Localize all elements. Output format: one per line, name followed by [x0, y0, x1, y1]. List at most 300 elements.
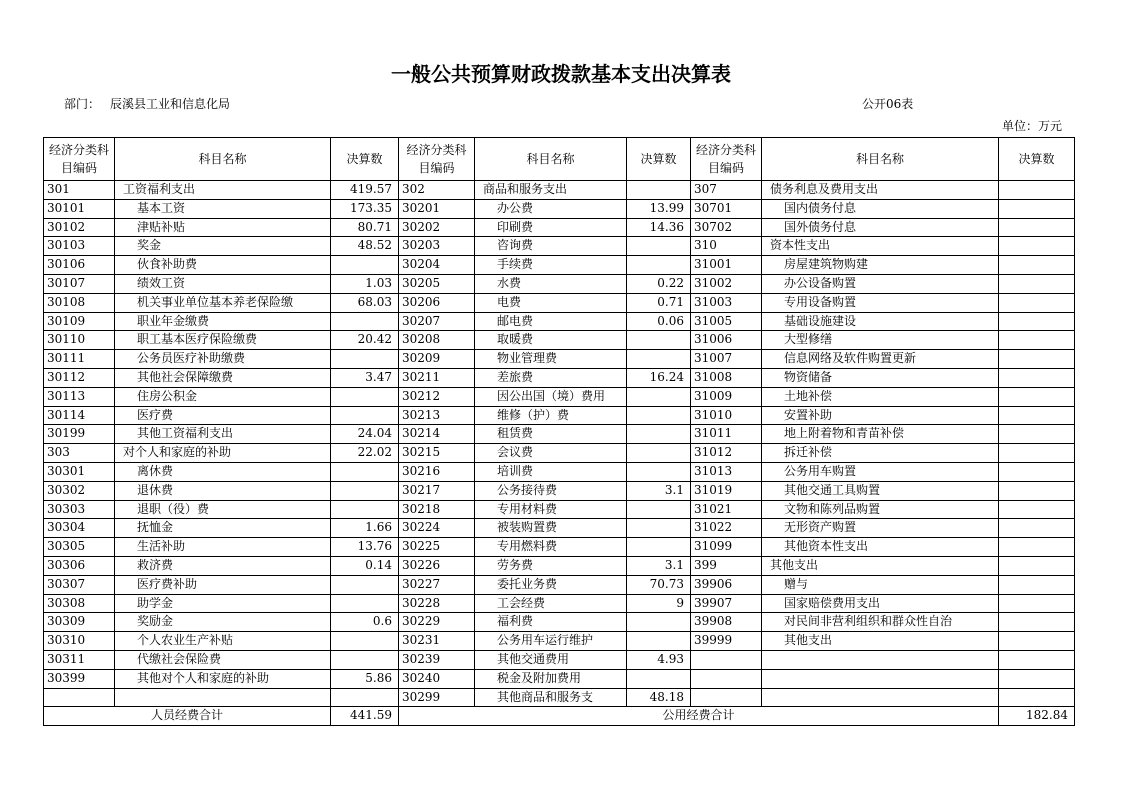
- code-cell: 30309: [44, 613, 115, 632]
- amount-cell: [999, 613, 1075, 632]
- amount-cell: [627, 425, 691, 444]
- name-cell: 文物和陈列品购置: [762, 500, 999, 519]
- amount-cell: 9: [627, 594, 691, 613]
- amount-cell: [331, 632, 399, 651]
- code-cell: 30207: [399, 312, 475, 331]
- name-cell: 土地补偿: [762, 387, 999, 406]
- amount-cell: [331, 650, 399, 669]
- name-cell: 其他支出: [762, 556, 999, 575]
- code-cell: 30231: [399, 632, 475, 651]
- name-cell: 医疗费补助: [115, 575, 331, 594]
- name-cell: 维修（护）费: [475, 406, 627, 425]
- name-cell: 税金及附加费用: [475, 669, 627, 688]
- code-cell: 30108: [44, 293, 115, 312]
- name-cell: 津贴补贴: [115, 218, 331, 237]
- code-cell: 30202: [399, 218, 475, 237]
- name-cell: 商品和服务支出: [475, 181, 627, 200]
- amount-cell: [999, 481, 1075, 500]
- table-row: [44, 331, 1075, 350]
- code-cell: 39999: [691, 632, 762, 651]
- amount-cell: 22.02: [331, 444, 399, 463]
- name-cell: 公务员医疗补助缴费: [115, 350, 331, 369]
- amount-cell: [331, 387, 399, 406]
- name-cell: 信息网络及软件购置更新: [762, 350, 999, 369]
- table-row: [44, 556, 1075, 575]
- name-cell: 生活补助: [115, 538, 331, 557]
- table-row: [44, 462, 1075, 481]
- name-cell: 公务用车运行维护: [475, 632, 627, 651]
- code-cell: 30702: [691, 218, 762, 237]
- code-cell: 30226: [399, 556, 475, 575]
- amount-cell: [999, 462, 1075, 481]
- code-cell: 30215: [399, 444, 475, 463]
- amount-cell: [627, 350, 691, 369]
- amount-cell: 0.06: [627, 312, 691, 331]
- code-cell: 310: [691, 237, 762, 256]
- personnel-total-label: 人员经费合计: [44, 707, 331, 726]
- header-amount: 决算数: [331, 138, 399, 181]
- name-cell: 对个人和家庭的补助: [115, 444, 331, 463]
- amount-cell: [999, 500, 1075, 519]
- name-cell: 其他工资福利支出: [115, 425, 331, 444]
- code-cell: 30303: [44, 500, 115, 519]
- amount-cell: [331, 688, 399, 707]
- amount-cell: [331, 256, 399, 275]
- name-cell: 劳务费: [475, 556, 627, 575]
- name-cell: 国家赔偿费用支出: [762, 594, 999, 613]
- amount-cell: [999, 199, 1075, 218]
- amount-cell: [331, 350, 399, 369]
- table-row: [44, 387, 1075, 406]
- name-cell: 住房公积金: [115, 387, 331, 406]
- code-cell: 30101: [44, 199, 115, 218]
- code-cell: [691, 688, 762, 707]
- name-cell: 其他对个人和家庭的补助: [115, 669, 331, 688]
- code-cell: 30201: [399, 199, 475, 218]
- header-name: 科目名称: [475, 138, 627, 181]
- header-code: 经济分类科目编码: [44, 138, 115, 181]
- code-cell: 30106: [44, 256, 115, 275]
- code-cell: 31005: [691, 312, 762, 331]
- name-cell: 抚恤金: [115, 519, 331, 538]
- code-cell: 399: [691, 556, 762, 575]
- name-cell: 工资福利支出: [115, 181, 331, 200]
- public-total-label: 公用经费合计: [399, 707, 999, 726]
- name-cell: 水费: [475, 274, 627, 293]
- amount-cell: [627, 462, 691, 481]
- table-row: [44, 425, 1075, 444]
- amount-cell: 16.24: [627, 368, 691, 387]
- code-cell: 31019: [691, 481, 762, 500]
- amount-cell: [999, 218, 1075, 237]
- amount-cell: 4.93: [627, 650, 691, 669]
- code-cell: 30225: [399, 538, 475, 557]
- name-cell: 机关事业单位基本养老保险缴: [115, 293, 331, 312]
- name-cell: 公务接待费: [475, 481, 627, 500]
- code-cell: [44, 688, 115, 707]
- code-cell: 30206: [399, 293, 475, 312]
- name-cell: 拆迁补偿: [762, 444, 999, 463]
- code-cell: 30212: [399, 387, 475, 406]
- table-row: [44, 538, 1075, 557]
- name-cell: 差旅费: [475, 368, 627, 387]
- amount-cell: [627, 669, 691, 688]
- code-cell: 30214: [399, 425, 475, 444]
- code-cell: 30205: [399, 274, 475, 293]
- name-cell: 因公出国（境）费用: [475, 387, 627, 406]
- code-cell: 30111: [44, 350, 115, 369]
- code-cell: 30240: [399, 669, 475, 688]
- name-cell: [115, 688, 331, 707]
- amount-cell: [999, 293, 1075, 312]
- name-cell: 债务利息及费用支出: [762, 181, 999, 200]
- code-cell: 30103: [44, 237, 115, 256]
- name-cell: 租赁费: [475, 425, 627, 444]
- name-cell: 专用材料费: [475, 500, 627, 519]
- code-cell: 30229: [399, 613, 475, 632]
- code-cell: 30216: [399, 462, 475, 481]
- name-cell: 奖金: [115, 237, 331, 256]
- department-line: [64, 95, 240, 112]
- name-cell: 医疗费: [115, 406, 331, 425]
- code-cell: 30228: [399, 594, 475, 613]
- code-cell: 30301: [44, 462, 115, 481]
- code-cell: 30227: [399, 575, 475, 594]
- amount-cell: [627, 256, 691, 275]
- amount-cell: [627, 387, 691, 406]
- header-name: 科目名称: [762, 138, 999, 181]
- amount-cell: 0.71: [627, 293, 691, 312]
- name-cell: 国外债务付息: [762, 218, 999, 237]
- amount-cell: 1.66: [331, 519, 399, 538]
- header-name: 科目名称: [115, 138, 331, 181]
- name-cell: 安置补助: [762, 406, 999, 425]
- code-cell: 30102: [44, 218, 115, 237]
- amount-cell: 13.76: [331, 538, 399, 557]
- name-cell: 大型修缮: [762, 331, 999, 350]
- table-row: [44, 444, 1075, 463]
- code-cell: 30112: [44, 368, 115, 387]
- amount-cell: [627, 613, 691, 632]
- code-cell: 30306: [44, 556, 115, 575]
- code-cell: 303: [44, 444, 115, 463]
- unit-label: 单位：万元: [1002, 119, 1063, 133]
- amount-cell: [999, 425, 1075, 444]
- code-cell: 30311: [44, 650, 115, 669]
- code-cell: 31008: [691, 368, 762, 387]
- code-cell: 30213: [399, 406, 475, 425]
- code-cell: 30109: [44, 312, 115, 331]
- amount-cell: 0.6: [331, 613, 399, 632]
- amount-cell: 0.14: [331, 556, 399, 575]
- table-row: [44, 575, 1075, 594]
- name-cell: 房屋建筑物购建: [762, 256, 999, 275]
- table-row: [44, 368, 1075, 387]
- name-cell: [762, 688, 999, 707]
- amount-cell: [331, 481, 399, 500]
- code-cell: 30203: [399, 237, 475, 256]
- code-cell: 30217: [399, 481, 475, 500]
- name-cell: 奖励金: [115, 613, 331, 632]
- table-row: [44, 613, 1075, 632]
- code-cell: 31013: [691, 462, 762, 481]
- name-cell: 委托业务费: [475, 575, 627, 594]
- code-cell: 30307: [44, 575, 115, 594]
- code-cell: 31011: [691, 425, 762, 444]
- name-cell: 个人农业生产补贴: [115, 632, 331, 651]
- table-row: [44, 350, 1075, 369]
- amount-cell: [999, 181, 1075, 200]
- amount-cell: [999, 669, 1075, 688]
- amount-cell: 48.52: [331, 237, 399, 256]
- name-cell: 助学金: [115, 594, 331, 613]
- table-row: [44, 632, 1075, 651]
- amount-cell: [331, 594, 399, 613]
- code-cell: 30305: [44, 538, 115, 557]
- code-cell: 31010: [691, 406, 762, 425]
- amount-cell: [331, 575, 399, 594]
- amount-cell: [627, 406, 691, 425]
- table-row: [44, 406, 1075, 425]
- code-cell: 30218: [399, 500, 475, 519]
- table-row: [44, 650, 1075, 669]
- amount-cell: 14.36: [627, 218, 691, 237]
- table-row: [44, 519, 1075, 538]
- amount-cell: [331, 500, 399, 519]
- name-cell: 其他交通费用: [475, 650, 627, 669]
- amount-cell: [627, 519, 691, 538]
- amount-cell: 3.1: [627, 481, 691, 500]
- code-cell: 30204: [399, 256, 475, 275]
- amount-cell: 3.47: [331, 368, 399, 387]
- code-cell: 30208: [399, 331, 475, 350]
- code-cell: 301: [44, 181, 115, 200]
- amount-cell: [627, 632, 691, 651]
- table-row: [44, 293, 1075, 312]
- name-cell: 手续费: [475, 256, 627, 275]
- name-cell: 其他商品和服务支: [475, 688, 627, 707]
- code-cell: 30239: [399, 650, 475, 669]
- form-number: 公开06表: [862, 97, 914, 111]
- name-cell: 资本性支出: [762, 237, 999, 256]
- department-name: 辰溪县工业和信息化局: [110, 97, 231, 111]
- code-cell: 31006: [691, 331, 762, 350]
- amount-cell: [999, 688, 1075, 707]
- expenditure-table: [43, 137, 1075, 726]
- name-cell: 代缴社会保险费: [115, 650, 331, 669]
- amount-cell: 419.57: [331, 181, 399, 200]
- name-cell: 离休费: [115, 462, 331, 481]
- name-cell: 其他资本性支出: [762, 538, 999, 557]
- amount-cell: [999, 594, 1075, 613]
- code-cell: 31002: [691, 274, 762, 293]
- amount-cell: [999, 331, 1075, 350]
- amount-cell: 1.03: [331, 274, 399, 293]
- amount-cell: [999, 650, 1075, 669]
- code-cell: [691, 650, 762, 669]
- code-cell: 39908: [691, 613, 762, 632]
- code-cell: 30299: [399, 688, 475, 707]
- amount-cell: [999, 387, 1075, 406]
- department-label: 部门：: [64, 97, 101, 111]
- amount-cell: 20.42: [331, 331, 399, 350]
- amount-cell: [627, 237, 691, 256]
- code-cell: 31012: [691, 444, 762, 463]
- code-cell: 30113: [44, 387, 115, 406]
- personnel-total-amount: 441.59: [331, 707, 399, 726]
- amount-cell: 68.03: [331, 293, 399, 312]
- amount-cell: 48.18: [627, 688, 691, 707]
- code-cell: 30211: [399, 368, 475, 387]
- amount-cell: [999, 368, 1075, 387]
- code-cell: 30209: [399, 350, 475, 369]
- name-cell: 电费: [475, 293, 627, 312]
- amount-cell: [627, 500, 691, 519]
- code-cell: 31099: [691, 538, 762, 557]
- amount-cell: [999, 632, 1075, 651]
- header-code: 经济分类科目编码: [399, 138, 475, 181]
- name-cell: 对民间非营利组织和群众性自治: [762, 613, 999, 632]
- table-row: [44, 688, 1075, 707]
- amount-cell: 24.04: [331, 425, 399, 444]
- code-cell: [691, 669, 762, 688]
- table-row: [44, 256, 1075, 275]
- code-cell: 30302: [44, 481, 115, 500]
- name-cell: 职工基本医疗保险缴费: [115, 331, 331, 350]
- code-cell: 31009: [691, 387, 762, 406]
- amount-cell: 173.35: [331, 199, 399, 218]
- table-row: [44, 274, 1075, 293]
- public-total-amount: 182.84: [999, 707, 1075, 726]
- code-cell: 31003: [691, 293, 762, 312]
- amount-cell: [999, 444, 1075, 463]
- name-cell: 其他交通工具购置: [762, 481, 999, 500]
- name-cell: 国内债务付息: [762, 199, 999, 218]
- table-row: [44, 237, 1075, 256]
- code-cell: 30399: [44, 669, 115, 688]
- name-cell: 被装购置费: [475, 519, 627, 538]
- code-cell: 31001: [691, 256, 762, 275]
- code-cell: 31022: [691, 519, 762, 538]
- table-row: [44, 594, 1075, 613]
- name-cell: 会议费: [475, 444, 627, 463]
- code-cell: 302: [399, 181, 475, 200]
- name-cell: 伙食补助费: [115, 256, 331, 275]
- amount-cell: [999, 237, 1075, 256]
- amount-cell: [999, 575, 1075, 594]
- name-cell: 培训费: [475, 462, 627, 481]
- name-cell: [762, 650, 999, 669]
- amount-cell: [331, 406, 399, 425]
- name-cell: [762, 669, 999, 688]
- code-cell: 30110: [44, 331, 115, 350]
- name-cell: 退休费: [115, 481, 331, 500]
- amount-cell: [627, 181, 691, 200]
- amount-cell: 80.71: [331, 218, 399, 237]
- name-cell: 物资储备: [762, 368, 999, 387]
- code-cell: 39906: [691, 575, 762, 594]
- name-cell: 救济费: [115, 556, 331, 575]
- code-cell: 30308: [44, 594, 115, 613]
- name-cell: 其他支出: [762, 632, 999, 651]
- code-cell: 39907: [691, 594, 762, 613]
- name-cell: 印刷费: [475, 218, 627, 237]
- name-cell: 福利费: [475, 613, 627, 632]
- amount-cell: [999, 406, 1075, 425]
- name-cell: 基础设施建设: [762, 312, 999, 331]
- table-row: [44, 669, 1075, 688]
- amount-cell: [627, 538, 691, 557]
- amount-cell: [999, 519, 1075, 538]
- amount-cell: [331, 462, 399, 481]
- code-cell: 30114: [44, 406, 115, 425]
- code-cell: 30199: [44, 425, 115, 444]
- name-cell: 专用设备购置: [762, 293, 999, 312]
- amount-cell: [999, 556, 1075, 575]
- name-cell: 公务用车购置: [762, 462, 999, 481]
- page-title: 一般公共预算财政拨款基本支出决算表: [391, 62, 731, 86]
- amount-cell: 5.86: [331, 669, 399, 688]
- table-row: [44, 481, 1075, 500]
- name-cell: 退职（役）费: [115, 500, 331, 519]
- name-cell: 工会经费: [475, 594, 627, 613]
- code-cell: 30304: [44, 519, 115, 538]
- name-cell: 基本工资: [115, 199, 331, 218]
- code-cell: 30224: [399, 519, 475, 538]
- name-cell: 赠与: [762, 575, 999, 594]
- name-cell: 邮电费: [475, 312, 627, 331]
- name-cell: 办公设备购置: [762, 274, 999, 293]
- amount-cell: [627, 331, 691, 350]
- table-row: [44, 218, 1075, 237]
- name-cell: 无形资产购置: [762, 519, 999, 538]
- header-code: 经济分类科目编码: [691, 138, 762, 181]
- table-row: [44, 312, 1075, 331]
- amount-cell: [627, 444, 691, 463]
- amount-cell: [999, 256, 1075, 275]
- name-cell: 咨询费: [475, 237, 627, 256]
- name-cell: 绩效工资: [115, 274, 331, 293]
- table-row: [44, 500, 1075, 519]
- table-row: [44, 199, 1075, 218]
- amount-cell: 0.22: [627, 274, 691, 293]
- totals-row: [44, 707, 1075, 726]
- code-cell: 30310: [44, 632, 115, 651]
- name-cell: 物业管理费: [475, 350, 627, 369]
- header-amount: 决算数: [999, 138, 1075, 181]
- name-cell: 其他社会保障缴费: [115, 368, 331, 387]
- code-cell: 30107: [44, 274, 115, 293]
- name-cell: 取暖费: [475, 331, 627, 350]
- name-cell: 地上附着物和青苗补偿: [762, 425, 999, 444]
- amount-cell: [999, 350, 1075, 369]
- amount-cell: [999, 538, 1075, 557]
- name-cell: 职业年金缴费: [115, 312, 331, 331]
- amount-cell: [999, 312, 1075, 331]
- amount-cell: 13.99: [627, 199, 691, 218]
- amount-cell: [331, 312, 399, 331]
- code-cell: 307: [691, 181, 762, 200]
- code-cell: 31007: [691, 350, 762, 369]
- header-amount: 决算数: [627, 138, 691, 181]
- name-cell: 专用燃料费: [475, 538, 627, 557]
- code-cell: 31021: [691, 500, 762, 519]
- code-cell: 30701: [691, 199, 762, 218]
- header-row: [44, 138, 1075, 181]
- amount-cell: 3.1: [627, 556, 691, 575]
- amount-cell: [999, 274, 1075, 293]
- name-cell: 办公费: [475, 199, 627, 218]
